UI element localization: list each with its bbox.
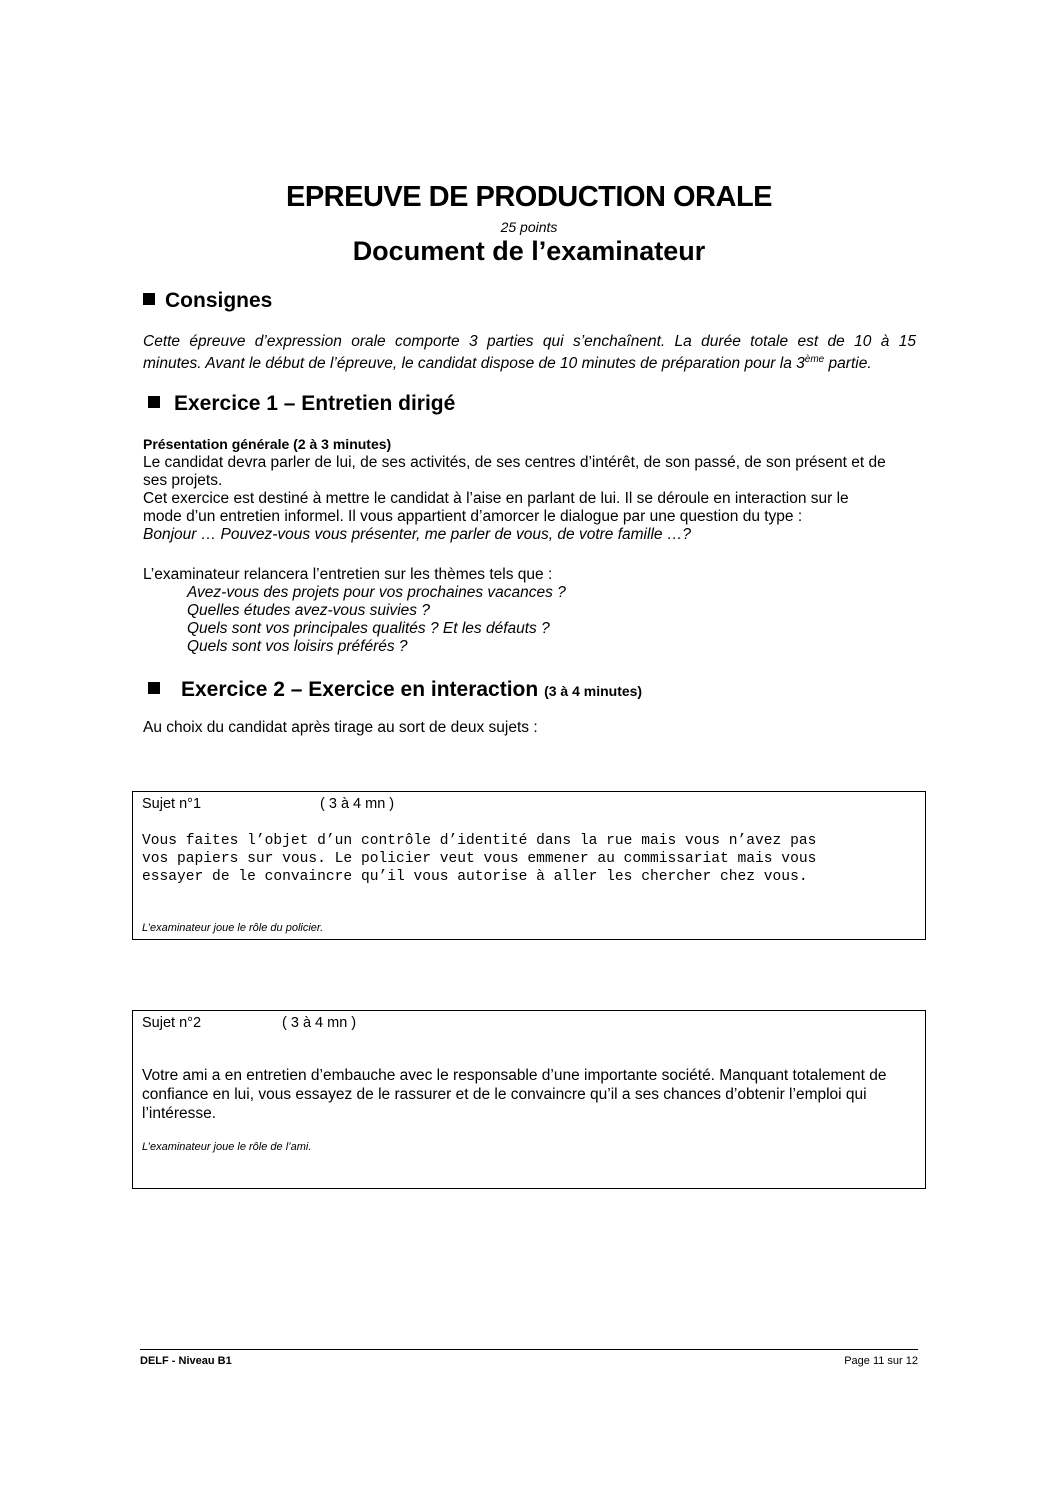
sujet1-note: L’examinateur joue le rôle du policier. bbox=[142, 922, 324, 934]
sujet1-line: vos papiers sur vous. Le policier veut vous emmener au commissariat mais vous bbox=[142, 851, 817, 867]
exercice1-heading bbox=[148, 392, 455, 416]
exercice1-body bbox=[143, 454, 916, 544]
exercice1-line: mode d’un entretien informel. Il vous appartient d’amorcer le dialogue par une question du type : bbox=[143, 508, 803, 525]
exercice1-relance: L’examinateur relancera l’entretien sur les thèmes tels que : bbox=[143, 566, 553, 583]
consignes-text bbox=[143, 333, 916, 373]
square-bullet-icon bbox=[143, 293, 155, 305]
exercice2-intro: Au choix du candidat après tirage au sort de deux sujets : bbox=[143, 719, 538, 736]
sujet2-box bbox=[132, 1010, 926, 1189]
exercice1-questions bbox=[187, 584, 887, 656]
exercice1-line: Cet exercice est destiné à mettre le candidat à l’aise en parlant de lui. Il se déroule en interaction sur le bbox=[143, 490, 849, 507]
question-item: Avez-vous des projets pour vos prochaines vacances ? bbox=[187, 584, 566, 601]
footer-page-number: Page 11 sur 12 bbox=[844, 1355, 918, 1367]
square-bullet-icon bbox=[148, 396, 160, 408]
exercice1-example: Bonjour … Pouvez-vous vous présenter, me parler de vous, de votre famille …? bbox=[143, 526, 691, 543]
consignes-heading bbox=[143, 289, 272, 313]
exercice2-heading bbox=[148, 678, 642, 702]
question-item: Quels sont vos loisirs préférés ? bbox=[187, 638, 408, 655]
sujet2-line: confiance en lui, vous essayez de le rassurer et de le convaincre qu’il a ses chances d’obtenir l’emploi qui bbox=[142, 1086, 867, 1103]
question-item: Quels sont vos principales qualités ? Et les défauts ? bbox=[187, 620, 550, 637]
consignes-line-2b: partie. bbox=[824, 355, 872, 373]
sujet2-text bbox=[142, 1066, 917, 1123]
consignes-line-2a: minutes. Avant le début de l’épreuve, le candidat dispose de 10 minutes de préparation pour la 3 bbox=[143, 355, 805, 373]
sujet2-line: l’intéresse. bbox=[142, 1105, 217, 1122]
sujet1-text bbox=[142, 832, 816, 886]
sujet2-line: Votre ami a en entretien d’embauche avec le responsable d’une importante société. Manquant totalement de bbox=[142, 1067, 887, 1084]
square-bullet-icon bbox=[148, 682, 160, 694]
sujet2-duration: ( 3 à 4 mn ) bbox=[282, 1015, 357, 1031]
page-subtitle: Document de l’examinateur bbox=[352, 236, 706, 266]
sujet1-line: Vous faites l’objet d’un contrôle d’identité dans la rue mais vous n’avez pas bbox=[142, 833, 817, 849]
exercice2-heading-text: Exercice 2 – Exercice en interaction bbox=[181, 678, 539, 701]
exercice1-line: Le candidat devra parler de lui, de ses activités, de ses centres d’intérêt, de son passé, de son présent et de bbox=[143, 454, 886, 471]
exercice1-line: ses projets. bbox=[143, 472, 223, 489]
footer-left: DELF - Niveau B1 bbox=[140, 1355, 232, 1367]
exercice1-heading-text: Exercice 1 – Entretien dirigé bbox=[174, 392, 456, 415]
sujet2-note: L’examinateur joue le rôle de l’ami. bbox=[142, 1141, 312, 1153]
exercice1-subheading: Présentation générale (2 à 3 minutes) bbox=[143, 436, 392, 452]
page-title: EPREUVE DE PRODUCTION ORALE bbox=[286, 181, 772, 213]
footer-rule bbox=[140, 1349, 918, 1350]
consignes-heading-text: Consignes bbox=[165, 289, 273, 312]
points-label: 25 points bbox=[500, 219, 558, 235]
sujet1-duration: ( 3 à 4 mn ) bbox=[320, 796, 395, 812]
sujet1-line: essayer de le convaincre qu’il vous autorise à aller les chercher chez vous. bbox=[142, 869, 808, 885]
exercice2-duration: (3 à 4 minutes) bbox=[544, 683, 643, 699]
sujet1-label: Sujet n°1 bbox=[142, 796, 202, 812]
question-item: Quelles études avez-vous suivies ? bbox=[187, 602, 430, 619]
sujet2-label: Sujet n°2 bbox=[142, 1015, 202, 1031]
consignes-line-1: Cette épreuve d’expression orale comporte 3 parties qui s’enchaînent. La durée totale est de 10 à 15 bbox=[143, 333, 916, 350]
consignes-sup: ème bbox=[804, 354, 825, 365]
sujet1-box bbox=[132, 791, 926, 940]
